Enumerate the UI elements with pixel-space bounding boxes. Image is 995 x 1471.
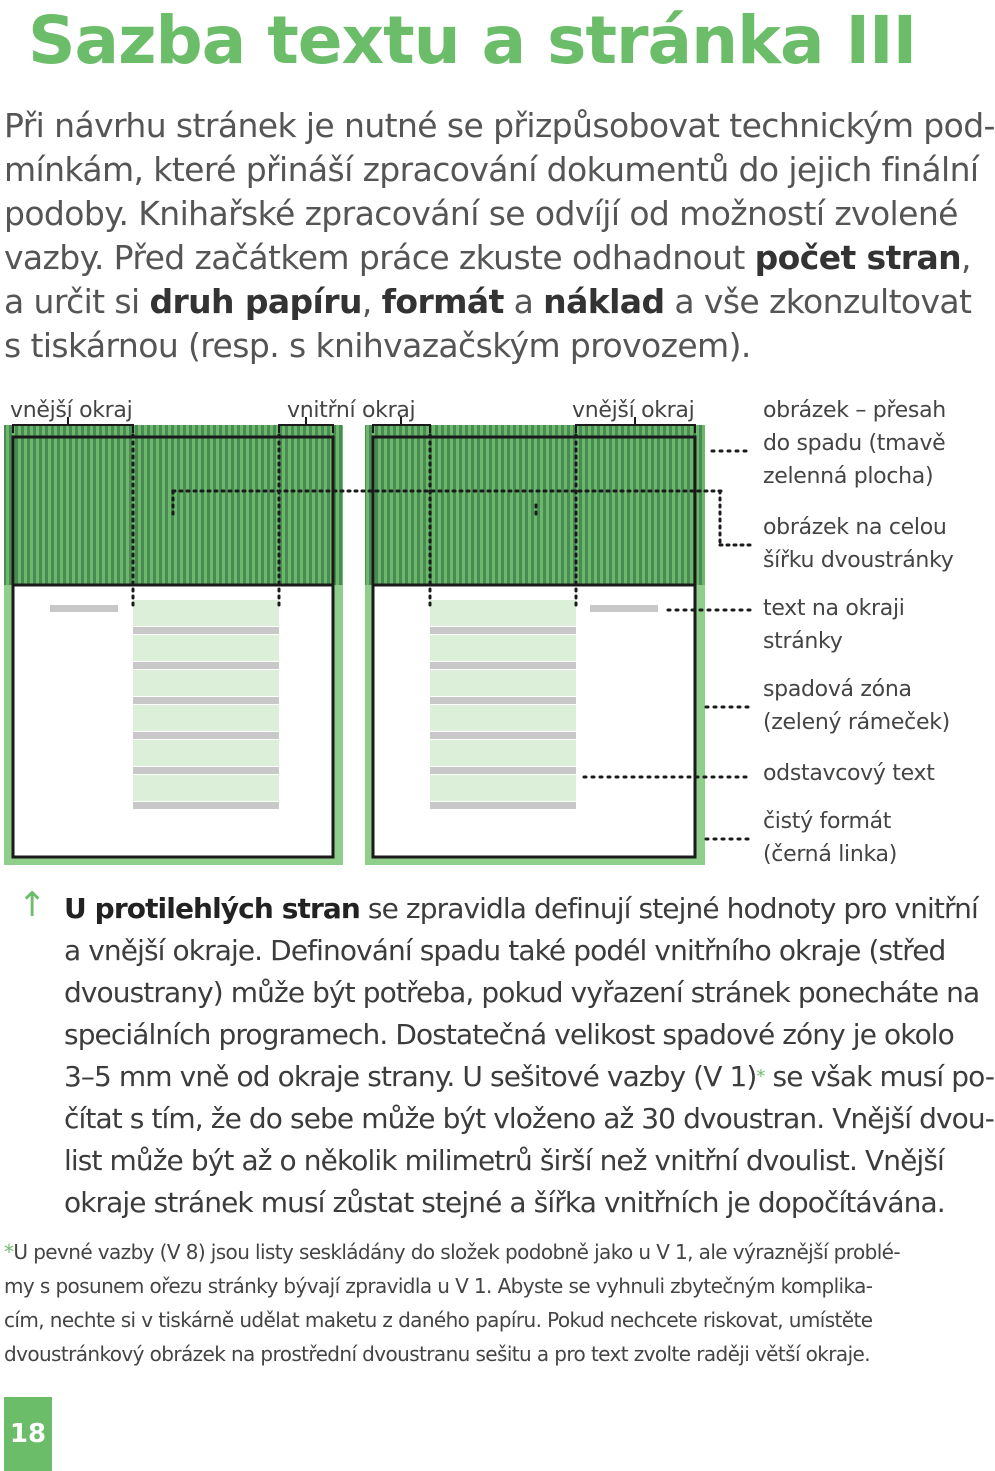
footnote-line: dvoustránkový obrázek na prostřední dvoustranu sešitu a pro text zvolte raději větší okraje.: [4, 1342, 870, 1366]
label-margin-text: text na okraji: [763, 596, 905, 621]
body-line: a vnější okraje. Definování spadu také podél vnitřního okraje (střed: [64, 934, 946, 967]
margin-text-right: [590, 605, 658, 612]
intro-bold: druh papíru: [149, 282, 362, 321]
label-bleed-zone: spadová zóna: [763, 677, 912, 702]
intro-bold: náklad: [543, 282, 665, 321]
label-bleed-zone: (zelený rámeček): [763, 710, 950, 735]
intro-bold: počet stran: [754, 238, 962, 277]
intro-line: mínkám, které přináší zpracování dokumentů do jejich finální: [4, 150, 979, 189]
label-trim-size: čistý formát: [763, 809, 892, 834]
page-layout-diagram: [0, 385, 960, 885]
intro-text: a: [503, 282, 544, 321]
intro-line: [4, 280, 972, 324]
footnote-text: U pevné vazby (V 8) jsou listy seskládány do složek podobně jako u V 1, ale výraznější problé-: [13, 1240, 900, 1264]
footnote-line: my s posunem ořezu stránky bývají zpravidla u V 1. Abyste se vyhnuli zbytečným komplika-: [4, 1274, 873, 1298]
intro-paragraph: [4, 104, 995, 368]
footnote-line: cím, nechte si v tiskárně udělat maketu z daného papíru. Pokud nechcete riskovat, umístěte: [4, 1308, 873, 1332]
body-line: list může být až o několik milimetrů širší než vnitřní dvoulist. Vnější: [64, 1144, 944, 1177]
intro-line: Při návrhu stránek je nutné se přizpůsobovat technickým pod-: [4, 106, 995, 145]
label-trim-size: (černá linka): [763, 842, 897, 867]
label-spread-image: obrázek na celou: [763, 515, 947, 540]
label-outer-margin-left: vnější okraj: [10, 398, 133, 423]
intro-line: s tiskárnou (resp. s knihvazačským provozem).: [4, 326, 751, 365]
body-line: [64, 888, 978, 930]
intro-text: a vše zkonzultovat: [664, 282, 972, 321]
body-text: se však musí po-: [764, 1060, 995, 1093]
intro-line: podoby. Knihařské zpracování se odvíjí od možností zvolené: [4, 194, 958, 233]
intro-text: a určit si: [4, 282, 150, 321]
page-number: 18: [4, 1397, 52, 1471]
intro-text: ,: [961, 238, 971, 277]
body-text: 3–5 mm vně od okraje strany. U sešitové vazby (V 1): [64, 1060, 757, 1093]
body-line: [64, 1056, 995, 1098]
intro-line: [4, 236, 971, 280]
body-line: čítat s tím, že do sebe může být vloženo až 30 dvoustran. Vnější dvou-: [64, 1102, 994, 1135]
body-line: okraje stránek musí zůstat stejné a šířka vnitřních je dopočítávána.: [64, 1186, 945, 1219]
label-bleed-image: zelenná plocha): [763, 464, 934, 489]
margin-text-left: [50, 605, 118, 612]
footnote: [4, 1235, 954, 1371]
arrow-up-icon: ↑: [18, 885, 47, 925]
body-text: se zpravidla definují stejné hodnoty pro vnitřní: [359, 892, 978, 925]
intro-bold: formát: [381, 282, 504, 321]
body-line: speciálních programech. Dostatečná velikost spadové zóny je okolo: [64, 1018, 954, 1051]
label-spread-image: šířku dvoustránky: [763, 548, 954, 573]
label-margin-text: stránky: [763, 629, 843, 654]
footnote-marker: *: [756, 1066, 765, 1087]
intro-text: vazby. Před začátkem práce zkuste odhadnout: [4, 238, 755, 277]
label-outer-margin-right: vnější okraj: [572, 398, 695, 423]
intro-text: ,: [361, 282, 382, 321]
page-title: Sazba textu a stránka III: [28, 2, 917, 79]
body-line: dvoustrany) může být potřeba, pokud vyřazení stránek ponecháte na: [64, 976, 980, 1009]
label-bleed-image: obrázek – přesah: [763, 398, 946, 423]
label-inner-margin: vnitřní okraj: [287, 398, 416, 423]
label-bleed-image: do spadu (tmavě: [763, 431, 946, 456]
body-paragraph: [64, 888, 995, 1224]
footnote-line: [4, 1235, 954, 1269]
body-bold: U protilehlých stran: [64, 892, 360, 925]
footnote-star: *: [4, 1240, 14, 1264]
label-paragraph-text: odstavcový text: [763, 761, 935, 786]
